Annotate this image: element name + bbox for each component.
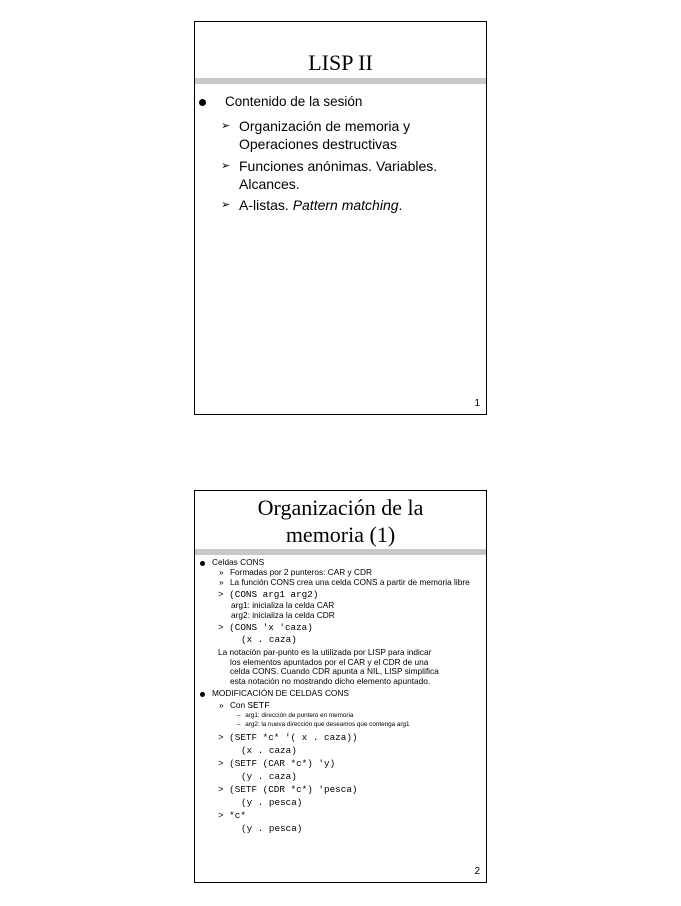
guillemet-icon: » xyxy=(219,577,224,587)
page-number: 2 xyxy=(474,866,480,877)
bullet-text: MODIFICACIÓN DE CELDAS CONS xyxy=(212,688,349,698)
slide-title: LISP II xyxy=(308,50,373,75)
guillemet-icon: » xyxy=(219,567,224,577)
code-result: (y . pesca) xyxy=(241,823,303,834)
code-result: (y . pesca) xyxy=(241,797,303,808)
dash-item-text: arg1: dirección de puntero en memoria xyxy=(245,712,354,719)
sub-item-line: Funciones anónimas. Variables. xyxy=(239,158,438,174)
bullet-dot-icon xyxy=(199,99,206,106)
arrowhead-icon: ➢ xyxy=(221,120,231,132)
bullet-dot-icon xyxy=(200,692,205,697)
sub-item-line: Operaciones destructivas xyxy=(239,136,397,152)
dash-item-text: arg2: la nueva dirección que deseamos que contenga arg1 xyxy=(245,721,410,728)
bullet-item xyxy=(225,94,362,109)
code-line: > (SETF (CAR *c*) 'y) xyxy=(218,758,336,769)
slide-title xyxy=(195,494,486,548)
arrowhead-icon: ➢ xyxy=(221,160,231,172)
code-comment: arg2: inicializa la celda CDR xyxy=(231,610,335,620)
sub-item xyxy=(221,117,411,153)
title-rule xyxy=(195,78,486,84)
bullet-text: Celdas CONS xyxy=(212,557,265,567)
paragraph-line: esta notación no mostrando dicho elemento apuntado. xyxy=(230,675,431,686)
sub-item-text: La función CONS crea una celda CONS a partir de memoria libre xyxy=(229,577,470,587)
code-line: > (SETF *c* '( x . caza)) xyxy=(218,732,358,743)
code-result: (y . caza) xyxy=(241,771,297,782)
dash-icon: – xyxy=(237,712,241,719)
code-line: > (CONS arg1 arg2) xyxy=(218,589,319,600)
slide-title-line: Organización de la xyxy=(257,495,424,520)
sub-item xyxy=(221,157,438,193)
sub-item xyxy=(219,700,270,711)
bullet-text: Contenido de la sesión xyxy=(225,94,363,109)
slide-1 xyxy=(194,21,487,415)
slide-2 xyxy=(194,490,487,883)
paragraph-line: los elementos apuntados por el CAR y el CDR de una xyxy=(230,656,429,667)
slide-title-line: memoria (1) xyxy=(285,522,396,547)
sub-item-line: Organización de memoria y xyxy=(239,118,411,134)
sub-item-text: A-listas. xyxy=(239,197,293,213)
dash-item xyxy=(237,721,409,729)
bullet-item xyxy=(212,689,349,699)
page-number: 1 xyxy=(474,398,480,409)
sub-item-emphasis: Pattern matching xyxy=(292,197,399,213)
paragraph-line: celda CONS. Cuando CDR apunta a NIL, LISP simplifica xyxy=(230,666,439,676)
dash-icon: – xyxy=(237,721,241,728)
code-result: (x . caza) xyxy=(241,634,297,645)
paragraph-line: La notación par-punto es la utilizada por LISP para indicar xyxy=(218,647,432,657)
code-comment: arg1: inicializa la celda CAR xyxy=(231,600,335,610)
guillemet-icon: » xyxy=(219,700,224,710)
sub-item-text: Con xyxy=(229,700,248,710)
sub-item-line: Alcances. xyxy=(239,176,300,192)
code-line: > (SETF (CDR *c*) 'pesca) xyxy=(218,784,358,795)
sub-item-code: SETF xyxy=(247,700,270,711)
sub-item-text: Formadas por 2 punteros: CAR y CDR xyxy=(229,567,372,577)
explanation-paragraph xyxy=(218,648,439,686)
code-line: > *c* xyxy=(218,810,246,821)
sub-item-period: . xyxy=(398,197,403,213)
dash-item xyxy=(237,712,353,720)
sub-item xyxy=(219,578,470,588)
sub-item xyxy=(221,196,403,214)
arrowhead-icon: ➢ xyxy=(221,199,231,211)
title-rule xyxy=(195,549,486,555)
code-result: (x . caza) xyxy=(241,745,297,756)
bullet-dot-icon xyxy=(200,561,205,566)
code-line: > (CONS 'x 'caza) xyxy=(218,622,313,633)
